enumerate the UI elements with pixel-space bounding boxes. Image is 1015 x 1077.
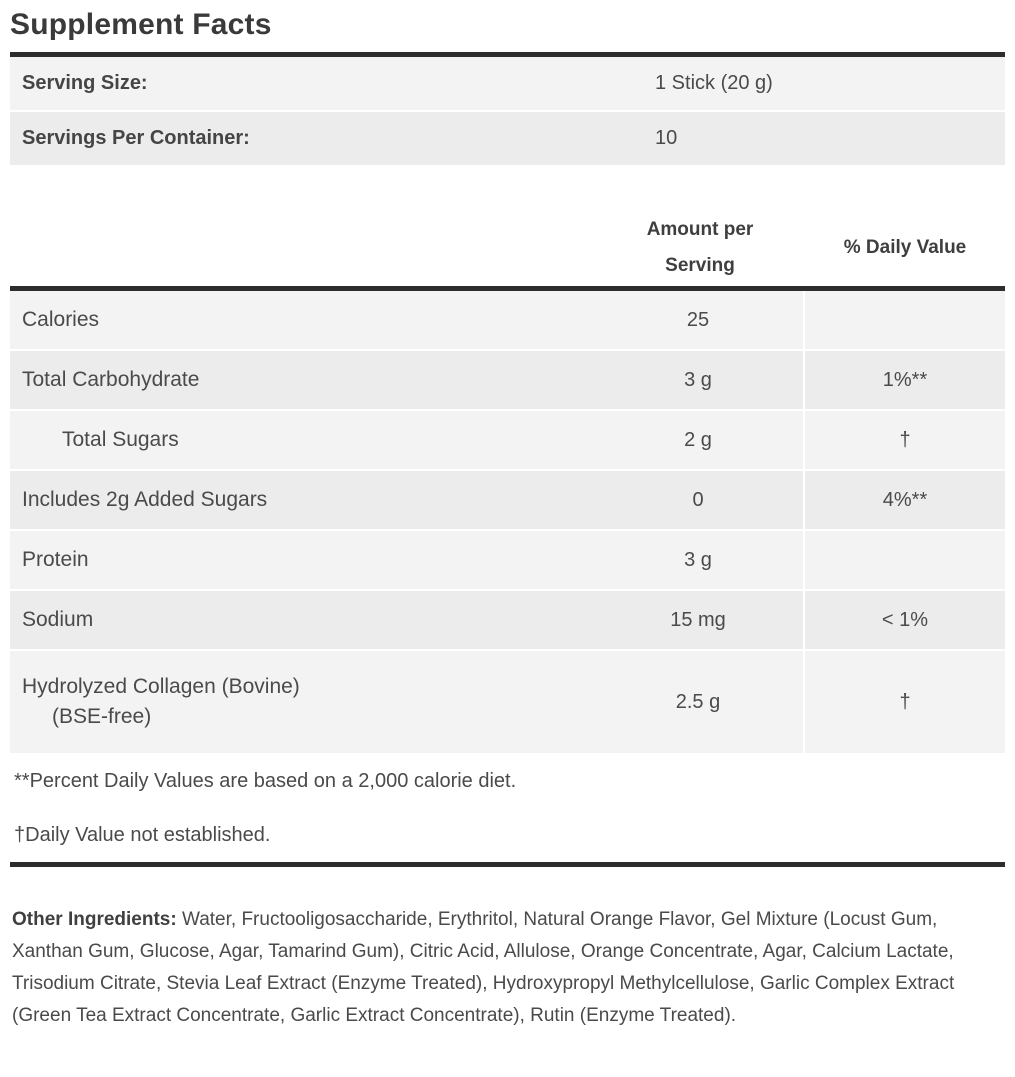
- row-amount: 3 g: [684, 368, 712, 391]
- row-label: Includes 2g Added Sugars: [22, 488, 268, 511]
- daily-value-header: % Daily Value: [843, 237, 967, 258]
- row-daily-value: 1%**: [803, 351, 1005, 409]
- servings-per-container-value: 10: [655, 127, 678, 149]
- spacer: [10, 165, 1005, 210]
- row-amount: 15 mg: [670, 608, 726, 631]
- row-daily-value: [803, 531, 1005, 589]
- row-label: Calories: [22, 308, 100, 331]
- row-label-line1: Hydrolyzed Collagen (Bovine): [22, 675, 300, 698]
- other-ingredients-paragraph: [10, 904, 1005, 1032]
- row-amount: 2.5 g: [675, 690, 721, 713]
- table-row-protein: [10, 529, 1005, 589]
- amount-per-serving-header: Amount per Serving: [646, 218, 754, 276]
- footnote-percent-daily-values: **Percent Daily Values are based on a 2,000 calorie diet.: [14, 770, 517, 792]
- row-label: Total Sugars: [62, 428, 179, 451]
- row-label: Sodium: [22, 608, 94, 631]
- table-row-hydrolyzed-collagen: [10, 649, 1005, 753]
- row-amount: 25: [686, 308, 710, 331]
- servings-per-container-row: [10, 110, 1005, 165]
- row-amount: 3 g: [684, 548, 712, 571]
- row-label: [10, 675, 593, 729]
- row-daily-value: †: [803, 411, 1005, 469]
- row-amount: 0: [692, 488, 704, 511]
- row-amount: 2 g: [684, 428, 712, 451]
- table-row-calories: [10, 291, 1005, 349]
- bottom-divider: [10, 862, 1005, 867]
- footnote-daily-value-not-established: †Daily Value not established.: [14, 824, 271, 846]
- row-label: Total Carbohydrate: [22, 368, 200, 391]
- serving-size-row: [10, 57, 1005, 110]
- row-daily-value: 4%**: [803, 471, 1005, 529]
- table-row-total-carbohydrate: [10, 349, 1005, 409]
- table-column-headers: [10, 210, 1005, 286]
- row-daily-value: [803, 291, 1005, 349]
- row-label: Protein: [22, 548, 89, 571]
- row-label-line2: (BSE-free): [52, 705, 152, 728]
- serving-size-value: 1 Stick (20 g): [655, 72, 773, 94]
- table-row-total-sugars: [10, 409, 1005, 469]
- other-ingredients-text: Water, Fructooligosaccharide, Erythritol, Natural Orange Flavor, Gel Mixture (Locust Gum, Xanthan Gum, Glucose, Agar, Tamarind Gum), Citric Acid, Allulose, Orange Concentrate, Agar, Calcium Lactate, Trisodium Citrate, Stevia Leaf Extract (Enzyme Treated), Hydroxypropyl Methylcellulose, Garlic Complex Extract (Green Tea Extract Concentrate, Garlic Extract Concentrate), Rutin (Enzyme Treated).: [12, 909, 955, 1026]
- serving-size-label: Serving Size:: [22, 72, 148, 94]
- row-daily-value: †: [803, 651, 1005, 753]
- row-daily-value: < 1%: [803, 591, 1005, 649]
- other-ingredients-label: Other Ingredients:: [12, 909, 177, 930]
- table-row-sodium: [10, 589, 1005, 649]
- servings-per-container-label: Servings Per Container:: [22, 127, 250, 149]
- page-title: Supplement Facts: [10, 8, 272, 41]
- table-row-added-sugars: [10, 469, 1005, 529]
